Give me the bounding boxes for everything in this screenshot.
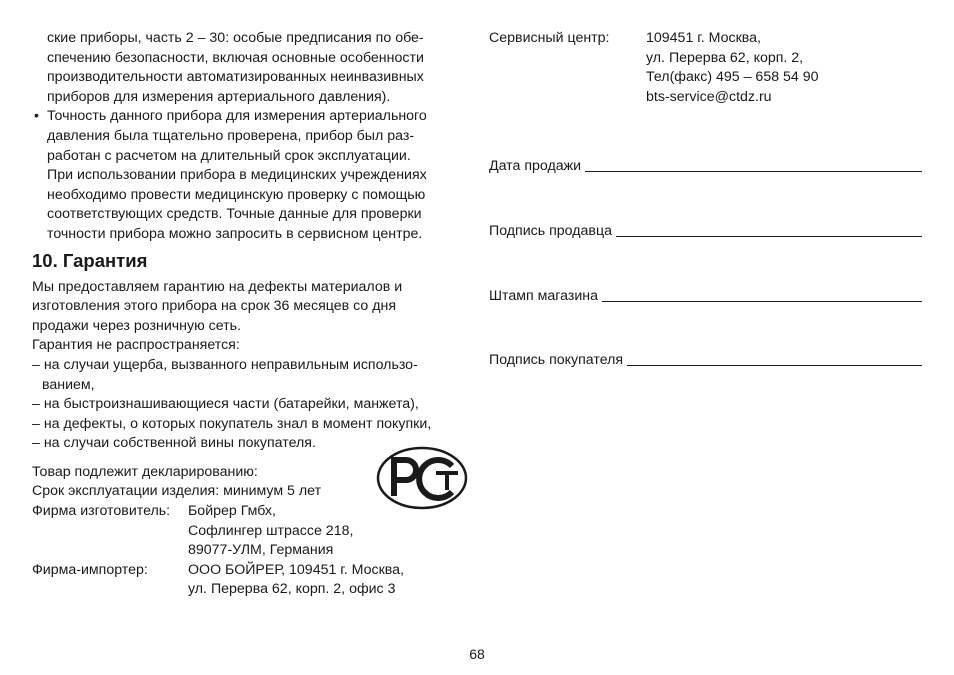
buyer-signature-label: Подпись покупателя: [489, 352, 624, 368]
service-center-block: [489, 29, 922, 107]
seller-signature-label: Подпись продавца: [489, 223, 612, 239]
service-center-label: Сервисный центр:: [489, 30, 610, 46]
service-life-text: Срок эксплуатации изделия: минимум 5 лет: [32, 483, 322, 500]
intro-line: приборов для измерения артериального давления).: [47, 88, 391, 105]
right-column: [489, 29, 922, 107]
service-center-email: bts-service@ctdz.ru: [646, 88, 772, 105]
exclusion-item: – на случаи собственной вины покупателя.: [32, 435, 316, 452]
buyer-signature-line: [627, 364, 922, 366]
importer-label: Фирма-импортер:: [32, 561, 148, 578]
exclusion-item: – на случаи ущерба, вызванного неправильным использо-: [32, 356, 418, 373]
declaration-text: Товар подлежит декларированию:: [32, 463, 258, 480]
store-stamp-label: Штамп магазина: [489, 288, 599, 304]
accuracy-bullet: [32, 107, 472, 244]
bullet-line: точности прибора можно запросить в сервисном центре.: [47, 225, 423, 242]
importer-line: ООО БОЙРЕР, 109451 г. Москва,: [188, 561, 405, 578]
service-center-line: 109451 г. Москва,: [646, 30, 761, 46]
service-center-line: ул. Перерва 62, корп. 2,: [646, 49, 804, 66]
warranty-line: Гарантия не распространяется:: [32, 337, 240, 354]
exclusion-item: – на дефекты, о которых покупатель знал в момент покупки,: [32, 415, 432, 432]
bullet-line: При использовании прибора в медицинских учреждениях: [47, 167, 427, 184]
bullet-line: работан с расчетом на длительный срок эксплуатации.: [47, 147, 411, 164]
exclusion-item-continuation: ванием,: [42, 376, 95, 393]
bullet-line: соответствующих средств. Точные данные для проверки: [47, 206, 422, 223]
intro-line: производительности автоматизированных неинвазивных: [47, 69, 424, 86]
bullet-line: необходимо провести медицинскую проверку с помощью: [47, 186, 426, 203]
seller-signature-field: [489, 223, 922, 239]
service-center-line: Тел(факс) 495 – 658 54 90: [646, 69, 819, 86]
warranty-line: изготовления этого прибора на срок 36 месяцев со дня: [32, 298, 397, 315]
manufacturer-label: Фирма изготовитель:: [32, 503, 171, 520]
warranty-line: продажи через розничную сеть.: [32, 317, 242, 334]
intro-line: ские приборы, часть 2 – 30: особые предписания по обе-: [47, 30, 424, 46]
section-heading: 10. Гарантия: [32, 249, 148, 271]
importer-block: [32, 561, 472, 600]
exclusion-item: – на быстроизнашивающиеся части (батарейки, манжета),: [32, 396, 419, 413]
sale-date-field: [489, 158, 922, 174]
store-stamp-line: [602, 300, 922, 302]
bullet-line: Точность данного прибора для измерения артериального: [47, 108, 427, 125]
seller-signature-line: [616, 235, 922, 237]
manufacturer-line: 89077-УЛМ, Германия: [188, 542, 334, 559]
sale-date-label: Дата продажи: [489, 158, 582, 174]
warranty-line: Мы предоставляем гарантию на дефекты материалов и: [32, 278, 403, 295]
bullet-marker: •: [34, 108, 39, 125]
buyer-signature-field: [489, 352, 922, 368]
manufacturer-block: [32, 502, 472, 561]
page-number: 68: [469, 646, 485, 662]
manufacturer-line: Софлингер штрассе 218,: [188, 522, 354, 539]
rst-certification-mark-icon: [376, 446, 468, 510]
left-column: [32, 29, 472, 600]
store-stamp-field: [489, 288, 922, 304]
manufacturer-line: Бойрер Гмбх,: [188, 503, 276, 520]
bullet-line: давления была тщательно проверена, прибор был раз-: [47, 127, 415, 144]
intro-line: спечению безопасности, включая основные особенности: [47, 49, 424, 66]
importer-line: ул. Перерва 62, корп. 2, офис 3: [188, 581, 396, 598]
sale-date-line: [585, 170, 922, 172]
